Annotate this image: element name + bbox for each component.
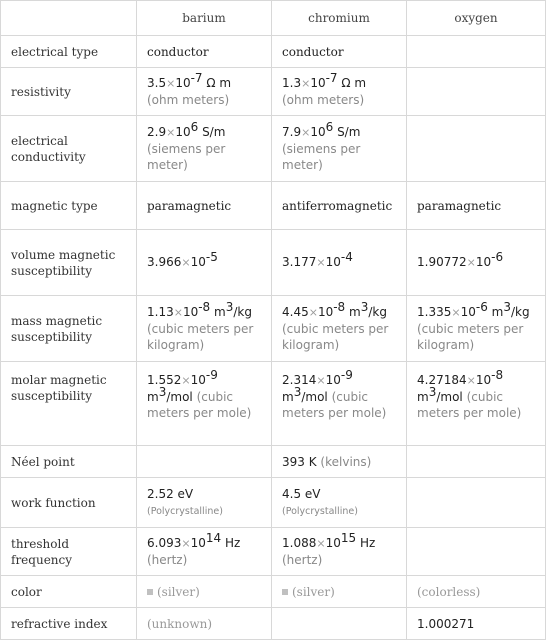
unit-name: (siemens per meter) [282, 142, 361, 172]
row-volume-susceptibility [1, 230, 546, 296]
value-exponent: -6 [475, 300, 488, 314]
times-sign: × [316, 256, 326, 269]
header-chromium: chromium [272, 1, 407, 36]
value: 393 K [282, 454, 317, 469]
value-mantissa: 2.9 [147, 125, 167, 139]
row-electrical-type [1, 36, 546, 68]
cell-chromium [272, 362, 407, 446]
cell-barium [137, 296, 272, 362]
cell-oxygen: paramagnetic [407, 182, 546, 230]
row-magnetic-type [1, 182, 546, 230]
color-swatch-icon [147, 589, 153, 595]
times-sign: × [316, 537, 326, 550]
times-sign: × [173, 306, 183, 319]
value-mantissa: 3.177 [282, 255, 317, 269]
value-mantissa: 4.27184 [417, 373, 467, 387]
cell-chromium [272, 608, 407, 640]
value-unit: S/m [337, 125, 361, 139]
row-label: molar magnetic susceptibility [1, 362, 137, 446]
cell-barium [137, 116, 272, 182]
value-exponent: -7 [325, 71, 338, 85]
value-base: 10 [325, 536, 341, 550]
unit-name: (cubic meters per mole) [417, 390, 522, 420]
value: 2.52 eV [147, 486, 194, 501]
unit-tail: /mol [166, 390, 193, 404]
cell-chromium: antiferromagnetic [272, 182, 407, 230]
cell-oxygen [407, 296, 546, 362]
value-mantissa: 6.093 [147, 536, 182, 550]
cell-barium: conductor [137, 36, 272, 68]
value-exponent: 6 [190, 120, 199, 134]
unit-exponent: 3 [428, 385, 437, 399]
value-unit: m [147, 390, 159, 404]
value-exponent: -9 [340, 368, 353, 382]
value-base: 10 [460, 305, 476, 319]
row-molar-susceptibility [1, 362, 546, 446]
note: (Polycrystalline) [147, 505, 223, 517]
unit-exponent: 3 [360, 300, 369, 314]
value-base: 10 [310, 125, 326, 139]
times-sign: × [466, 256, 476, 269]
unit-name: (cubic meters per kilogram) [417, 322, 524, 352]
note: (Polycrystalline) [282, 505, 358, 517]
value-unit: S/m [202, 125, 226, 139]
value-exponent: -8 [198, 300, 211, 314]
unit-name: (ohm meters) [147, 93, 230, 107]
value-exponent: 6 [325, 120, 334, 134]
unit-name: (hertz) [147, 553, 188, 567]
value-unit: m [282, 390, 294, 404]
value-mantissa: 2.314 [282, 373, 317, 387]
cell-barium [137, 362, 272, 446]
value-mantissa: 3.966 [147, 255, 182, 269]
value-exponent: -8 [333, 300, 346, 314]
value-base: 10 [190, 255, 206, 269]
value-base: 10 [182, 305, 199, 319]
times-sign: × [181, 374, 191, 387]
value-exponent: -8 [491, 368, 504, 382]
unit-tail: /mol [436, 390, 463, 404]
value-unit: m [417, 390, 429, 404]
unit-name: (hertz) [282, 553, 323, 567]
color-name: (silver) [292, 584, 335, 599]
unit-exponent: 3 [158, 385, 167, 399]
value-mantissa: 1.90772 [417, 255, 467, 269]
unit-exponent: 3 [503, 300, 511, 314]
row-conductivity [1, 116, 546, 182]
row-label: mass magnetic susceptibility [1, 296, 137, 362]
value-exponent: 15 [340, 531, 357, 545]
row-threshold-frequency [1, 528, 546, 576]
cell-barium [137, 478, 272, 528]
cell-oxygen [407, 608, 546, 640]
row-label: work function [1, 478, 137, 528]
cell-chromium [272, 576, 407, 608]
value-mantissa: 4.45 [282, 305, 309, 319]
row-label: refractive index [1, 608, 137, 640]
unit-name: (cubic meters per mole) [147, 390, 252, 420]
unit-name: (kelvins) [320, 454, 372, 469]
unit-name: (ohm meters) [282, 93, 365, 107]
cell-barium [137, 576, 272, 608]
cell-barium [137, 446, 272, 478]
row-label: volume magnetic susceptibility [1, 230, 137, 296]
cell-barium [137, 68, 272, 116]
row-label: threshold frequency [1, 528, 137, 576]
cell-oxygen [407, 528, 546, 576]
value-mantissa: 7.9 [282, 125, 302, 139]
times-sign: × [181, 537, 191, 550]
value-unit: m [214, 305, 226, 319]
cell-oxygen [407, 116, 546, 182]
value-unit: m [349, 305, 361, 319]
row-neel-point [1, 446, 546, 478]
unit-name: (cubic meters per kilogram) [147, 322, 254, 352]
unit-tail: /kg [511, 305, 530, 319]
header-row [1, 1, 546, 36]
value-unit: Hz [224, 536, 241, 550]
cell-chromium [272, 446, 407, 478]
value-exponent: -5 [205, 250, 218, 264]
unit-tail: /mol [301, 390, 328, 404]
row-label: electrical type [1, 36, 137, 68]
color-name: (colorless) [417, 584, 481, 599]
cell-barium [137, 528, 272, 576]
unit-exponent: 3 [225, 300, 234, 314]
value-exponent: -6 [491, 250, 504, 264]
row-label: Néel point [1, 446, 137, 478]
unit-name: (siemens per meter) [147, 142, 226, 172]
cell-barium: paramagnetic [137, 182, 272, 230]
row-label: color [1, 576, 137, 608]
value-mantissa: 1.335 [417, 305, 452, 319]
value-exponent: -9 [205, 368, 218, 382]
cell-barium [137, 608, 272, 640]
value-unit: Ω m [341, 76, 367, 90]
row-refractive-index [1, 608, 546, 640]
cell-chromium [272, 230, 407, 296]
header-oxygen: oxygen [407, 1, 546, 36]
value: (unknown) [147, 616, 213, 631]
color-name: (silver) [157, 584, 200, 599]
cell-barium [137, 230, 272, 296]
value-base: 10 [325, 255, 341, 269]
value-unit: Hz [359, 536, 376, 550]
cell-oxygen [407, 576, 546, 608]
unit-exponent: 3 [293, 385, 302, 399]
value-base: 10 [175, 76, 191, 90]
value-base: 10 [175, 125, 191, 139]
value: 4.5 eV [282, 486, 321, 501]
unit-tail: /kg [368, 305, 387, 319]
cell-chromium [272, 528, 407, 576]
value-mantissa: 1.3 [282, 76, 302, 90]
cell-oxygen [407, 68, 546, 116]
cell-oxygen [407, 36, 546, 68]
cell-chromium [272, 116, 407, 182]
cell-oxygen [407, 362, 546, 446]
unit-tail: /kg [233, 305, 252, 319]
cell-oxygen [407, 230, 546, 296]
value-unit: m [491, 305, 504, 319]
unit-name: (cubic meters per kilogram) [282, 322, 389, 352]
row-label: magnetic type [1, 182, 137, 230]
value-base: 10 [190, 373, 206, 387]
value-base: 10 [475, 373, 492, 387]
cell-chromium [272, 296, 407, 362]
value-mantissa: 1.13 [147, 305, 174, 319]
header-barium: barium [137, 1, 272, 36]
cell-chromium [272, 478, 407, 528]
value-exponent: 14 [205, 531, 222, 545]
row-color [1, 576, 546, 608]
value-base: 10 [310, 76, 326, 90]
cell-chromium [272, 68, 407, 116]
value-base: 10 [475, 255, 492, 269]
row-label: electrical conductivity [1, 116, 137, 182]
value-exponent: -7 [190, 71, 203, 85]
times-sign: × [301, 126, 311, 139]
cell-oxygen [407, 446, 546, 478]
value: 1.000271 [417, 616, 475, 631]
value-exponent: -4 [340, 250, 353, 264]
times-sign: × [316, 374, 326, 387]
cell-oxygen [407, 478, 546, 528]
times-sign: × [308, 306, 318, 319]
cell-chromium: conductor [272, 36, 407, 68]
times-sign: × [166, 77, 176, 90]
value-mantissa: 1.552 [147, 373, 182, 387]
unit-name: (cubic meters per mole) [282, 390, 387, 420]
value-mantissa: 1.088 [282, 536, 317, 550]
row-label: resistivity [1, 68, 137, 116]
header-empty [1, 1, 137, 36]
times-sign: × [301, 77, 311, 90]
row-mass-susceptibility [1, 296, 546, 362]
times-sign: × [451, 306, 461, 319]
value-base: 10 [325, 373, 341, 387]
value-base: 10 [317, 305, 334, 319]
color-swatch-icon [282, 589, 288, 595]
times-sign: × [181, 256, 191, 269]
times-sign: × [466, 374, 476, 387]
value-mantissa: 3.5 [147, 76, 167, 90]
row-resistivity [1, 68, 546, 116]
times-sign: × [166, 126, 176, 139]
row-work-function [1, 478, 546, 528]
value-base: 10 [190, 536, 206, 550]
value-unit: Ω m [206, 76, 232, 90]
